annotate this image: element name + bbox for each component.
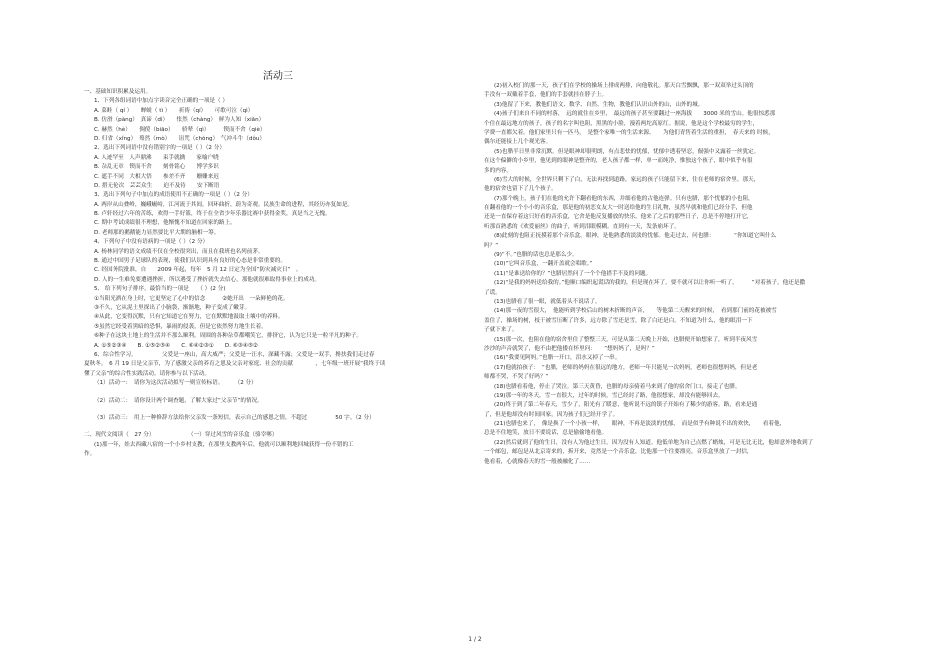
text-line: 多的内容。: [484, 167, 512, 174]
text-line: A. 人迹罕至 人声鼎沸 束手就擒 家喻户晓: [94, 154, 219, 161]
text-line: 个住在最远地方的孩子，孩子的名字叫也阻，黑黑的小脸，漫着两坨高原红。据说，他是这个学校最穷的学生，: [484, 120, 759, 127]
text-line: 子就下来了。: [484, 327, 518, 334]
text-line: C. 赫然（hè） 倜傥（biāo） 骄辇（qì） 锲而不舍（qiè）: [94, 126, 266, 133]
text-line: ④从此，它变得沉默，只有它知道它在努力，它在默默地汲取土壤中的养料。: [94, 314, 284, 321]
text-line: ⑥种子在这块土地上的生活并不那么顺利，周围的各种杂草都嘲笑它，排挤它，认为它只是一粒平凡的种子。: [94, 333, 362, 340]
text-line: 吗？”: [484, 242, 499, 249]
text-line: (1)那一年，娃去西藏八宿的一个小乡村支教，在那里支教两年后，他就可以顺利地回城获得一份不错的工: [94, 441, 354, 448]
text-line: B. 杂乱无章 锲而不舍 刻骨铭心 博学多识: [94, 164, 219, 171]
text-line: (19)那一年的冬天，雪一直很大，过年的时候，雪已经封了路，他很想家，却没有能够回去。: [494, 392, 724, 399]
text-line: 一、基础知识积累及运用。: [84, 89, 152, 95]
text-line: （2）活动二： 请你设计两个调查题，了解大家过“父亲节”的情况。: [94, 397, 263, 404]
text-line: 还是一直保存着这只好看的音乐盒，它舍是他反复播放的快乐。他来了之后的那些日子，总是不停地打开它，: [484, 214, 753, 221]
text-line: ①当阳光洒在身上时，它更坚定了心中的信念 ②她开出 一朵鲜艳的花。: [94, 295, 289, 302]
left-text-block: [84, 88, 472, 459]
text-line: 盖住了，操场的树，枝干被雪压断了许多，远方除了雪还是雪，除了白还是白。不知道为什么，他的眼泪一下: [484, 317, 753, 324]
text-line: B. 通过中国男子足球队的表现，使我们认识到具有良好的心态是非常重要的。: [94, 258, 286, 265]
text-line: D. 人的一生难免要遭遇挫折，所以遇受了挫折就失去信心，那他就很难取得事业上的成功。: [94, 276, 321, 283]
text-line: A. 两岸从山叠岭，巍峨崛峙，江河流于其间，回环曲折，蔚为奇观。民族生命的进程，其经历亦复如是。: [94, 201, 354, 208]
text-line: 他的宿舍也留下了几个孩子。: [484, 186, 557, 193]
text-line: D. 归省（xǐng） 蓦然（mò） 诅咒（chǒng） 气冲斗牛（dǒu）: [94, 135, 266, 142]
text-line: (14)那一夜的雪很大， 他能听到学校后山的树木折断的声音， 等他第二天醒来的时候， 看到那门前的花被被雪: [494, 308, 777, 315]
text-line: D. 老师那的鹅鹅能力显然要比平大期的脑相一筹。: [94, 229, 220, 236]
text-line: （1）活动一： 请你为这次活动拟写一则宣传标语。 （2 分）: [94, 380, 257, 387]
text-line: 偶尔还能接上几个观光客。: [484, 139, 552, 146]
text-line: (2)初入校门的那一天，孩子们在学校的操场上排成两排，向他敬礼。那天白雪飘飘，那一双双举过头顶的: [494, 83, 754, 89]
text-line: (15)那一次，也阻在他的宿舍里住了整整三天，可是从第二天晚上开始，也腊便开始想家了，听到半夜风雪: [494, 336, 758, 343]
text-line: (21)也腊也来了， 像是换了一个小孩一样， 眼神，不再是淡淡的忧郁， 而是似乎有种说不出的欢快， 看着他，: [494, 421, 786, 428]
text-line: (4)孩子们来自不同的村落， 远的就住在乡里， 最远的孩子甚至要翻过一座海拔 3000 米的雪山。他很惊悉那: [494, 111, 776, 118]
text-line: (20)终于到了第二年春天，雪少了，阳光有了暖意，他听说不远的镇子开始有了稀少的游客。路，看来是通: [494, 402, 758, 409]
page-title: 活动三: [263, 71, 293, 82]
text-line: 沙沙的声音就哭了，他不由把他搂在怀里问： “想妈妈了，是吗？”: [484, 345, 655, 352]
text-line: 学费一直都欠着。他们家里只有一匹马， 是整个家唯一的生活来源。 为他们青售着生活的重担， 春天来的 时候，: [484, 129, 774, 136]
text-line: C. 遮手不同 大相大悟 参差不齐 姗姗来迟: [94, 173, 219, 180]
text-line: A. ①⑤②③④ B. ①⑤②⑤④ C. ⑥④②③① D. ⑥③④⑤②: [94, 342, 258, 349]
text-line: 听那首熟悉的《欢爱丽丝》的曲子，听到泪眼模糊。直到有一天，发条崩坏了。: [484, 223, 680, 230]
text-line: 手没有一双戴着手套，他们的手套就挂在脖子上。: [484, 92, 608, 99]
text-line: 作。: [84, 451, 96, 458]
text-line: 4、下列句子中没有语病的一项是（ ）（2 分）: [94, 239, 209, 246]
text-line: 3、选出下列句子中加点的成语使用不正确的一项是（ ）（2 分）: [94, 192, 253, 199]
text-line: (18)也腊看着他，停止了哭泣。第三天黄昏，也腊的母亲骑着马来到了他的宿舍门口，接走了也腊。: [494, 383, 741, 390]
text-line: (8)此刻的也阻正抚摸着那个音乐盒。眼神，是他熟悉的淡淡的忧郁。他走过去，问也腊： “你知道它叫什么: [494, 233, 777, 240]
text-line: (22)然后就到了他的生日，没有人为他过生日，因为没有人知道。他低单地为自己点燃了蜡烛，可是无比无比，他却意外地收到了: [494, 439, 814, 446]
text-line: 一个邮包，邮包是从北京寄来的，拆开来，竟然是一个音乐盒，比他那一个往要漂亮。音乐盒里放了一封信，: [484, 449, 753, 456]
text-line: (16)“我要见阿妈。”也腊一开口，泪水又掉了一串。: [494, 355, 621, 362]
text-line: C. 期中考试成绩很不理想，他惭愧不知道在回家的路上。: [94, 220, 236, 227]
text-line: 6、综合性学习。 父爱是一座山，高大威严；父爱是一汪水，深藏不露；父爱是一双手，搀扶我们走过春: [94, 351, 375, 358]
text-line: 夏秋冬。 6 月 19 日是父亲节，为了感激父亲的养育之恩及父亲对家庭、社会的贡献 ，七年级一班开展“我终于读: [84, 361, 386, 368]
text-line: (7)那个晚上，孩子们在他的允许下翻看他的东西，并细看他的古他连弹。只有也腊，那个忧郁的小也阻，: [494, 195, 754, 202]
text-line: （3）活动三： 用上一种修辞方法给你父亲发一条短信，表示自己的感恩之情，不超过 50 字。（2 分）: [94, 414, 375, 421]
text-line: (3)他留了下来，教他们语文、数学、自然、生物，教他们认识山外的山，山外的城。: [494, 101, 704, 108]
text-line: 2、选出下列词语中没有错别字的一项是（ ）（2 分）: [94, 145, 225, 152]
text-line: (10)“它叫音乐盒，一翻开盖就会唱歌。”: [494, 261, 593, 268]
text-line: B. 卢轩经过六年的苦练，欢得一手好篮，终于在全省少年乐器比赛中获得金奖，真是当之无愧。: [94, 211, 331, 218]
text-line: B. 仿滑（pàng） 真谛（dì） 怅然（chàng） 鲜为人知（xiǎn）: [94, 117, 265, 124]
text-line: (17)他就拍孩子： “也腊，老师的妈妈在很远的地方，老师一年只能见一次妈妈，老师也很想妈妈，但是老: [494, 364, 758, 371]
right-text-block: [484, 82, 868, 467]
text-line: (5)也腊半日里非常沉默。但是眼神却很明朗，有点悲怯的忧郁，忧郁中透着坚忍，倔强中又露着一丝犹定。: [494, 148, 760, 155]
text-line: ⑤虽然它经受着黑暗的恐惧，暴雨的侵袭，但是它依然努力地生长着。: [94, 323, 267, 330]
text-line: 在翻看他的一个小小的音乐盒，那是他的初恋女友大一时送给他的生日礼物，虽然早就和他们已经分手，但他: [484, 205, 753, 212]
text-line: 总是不住地笑，放日不要说话，总是偷偷地看他。: [484, 430, 608, 437]
text-line: (11)“是谁送给你的？”也腊居然问了一个个他措手不及的问题。: [494, 270, 652, 277]
text-line: A. 菜畦（ qí ） 蝉蜕（ tì ） 祈祷（qí） 可歌可泣（qì）: [94, 107, 254, 114]
text-line: (13)也腊看了很一眼，就低着头不说话了。: [494, 298, 601, 305]
text-line: (12)“是我的妈妈送给我的。”他顺口编织起谎话的我的，但是现在坏了，要不就可以让你听一听了。 ”对着孩子，他还是撒: [494, 280, 806, 287]
text-line: 了谎。: [484, 289, 501, 296]
text-line: 5、 给下列句子排序，最恰当的一项是 （ ）(2 分): [94, 286, 226, 293]
text-line: A. 杨林同学的语文成绩不仅在全校很突出，而且在我班也名列前茅。: [94, 248, 264, 255]
text-line: D. 措无伦次 芸芸众生 迫不及待 安下断语: [94, 182, 220, 189]
text-line: 他看着，心就像春天的雪一般被融化了……: [484, 458, 591, 465]
text-line: (9)“不。”也腊的话也总是那么少。: [494, 252, 578, 259]
text-line: C. 经国务院批准，自 2009 年起，每年 5 月 12 日定为全国“防灾减灾日” 。: [94, 267, 302, 274]
text-line: 二、现代文阅读（ 27 分） （一）穿过风雪的音乐盒（骆宰郸）: [84, 432, 278, 439]
text-line: 了，但是他却没有时间回家，因为孩子们已经开学了。: [484, 411, 619, 418]
page-number: 1 / 2: [468, 636, 482, 643]
text-line: 在这个偏僻的小乡里，他见到的眼神是整齐的，老人孩子都一样，单一而纯净，惟独这个孩子，眼中似乎有很: [484, 158, 753, 165]
text-line: (6)雪大的时候，全世界只剩下了白，无法再找到道路，家远的孩子只能留下来，住在老师的宿舍里。那天，: [494, 176, 760, 183]
text-line: ③不久，它从泥土里探出了小脑袋，渐渐地，种子变成了嫩芽。: [94, 304, 251, 311]
text-line: 师都不哭，不哭了好吗？”: [484, 374, 549, 381]
text-line: 1、下列各组词语中加点字读音完全正确的一项是（ ）: [94, 98, 228, 105]
text-line: 懂了父亲”的综合性实践活动。请你参与以下活动。: [84, 370, 210, 377]
